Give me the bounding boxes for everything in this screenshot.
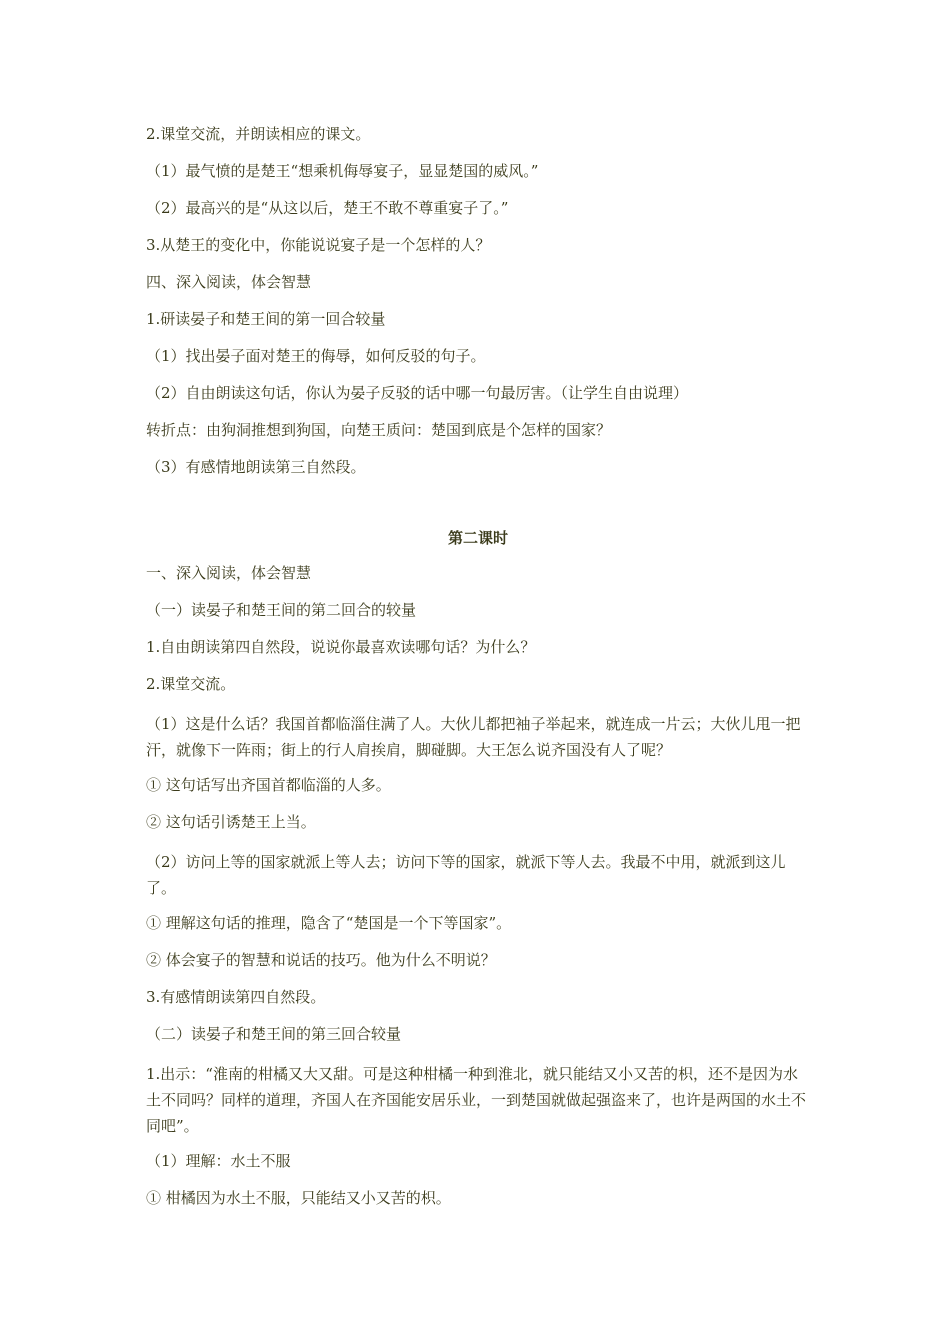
paragraph: 3.从楚王的变化中，你能说说宴子是一个怎样的人？	[146, 236, 491, 254]
paragraph: 3.有感情朗读第四自然段。	[146, 988, 326, 1006]
paragraph: ② 体会宴子的智慧和说话的技巧。他为什么不明说？	[146, 951, 496, 969]
paragraph: ② 这句话引诱楚王上当。	[146, 813, 316, 831]
paragraph: （一）读晏子和楚王间的第二回合的较量	[146, 601, 417, 619]
section-heading: 四、深入阅读，体会智慧	[146, 273, 312, 291]
paragraph: 2.课堂交流，并朗读相应的课文。	[146, 125, 371, 143]
section-heading: 一、深入阅读，体会智慧	[146, 564, 312, 582]
paragraph: （2）自由朗读这句话，你认为晏子反驳的话中哪一句最厉害。（让学生自由说理）	[146, 384, 689, 402]
paragraph: 1.自由朗读第四自然段，说说你最喜欢读哪句话？为什么？	[146, 638, 536, 656]
paragraph: ① 理解这句话的推理，隐含了“楚国是一个下等国家”。	[146, 914, 512, 932]
paragraph: 2.课堂交流。	[146, 675, 236, 693]
paragraph: （二）读晏子和楚王间的第三回合较量	[146, 1025, 402, 1043]
paragraph: （3）有感情地朗读第三自然段。	[146, 458, 366, 476]
paragraph: 1.研读晏子和楚王间的第一回合较量	[146, 310, 386, 328]
paragraph: （1）找出晏子面对楚王的侮辱，如何反驳的句子。	[146, 347, 486, 365]
paragraph: （1）最气愤的是楚王“想乘机侮辱宴子，显显楚国的威风。”	[146, 162, 539, 180]
paragraph: 转折点：由狗洞推想到狗国，向楚王质问：楚国到底是个怎样的国家？	[146, 421, 612, 439]
paragraph: ① 柑橘因为水土不服，只能结又小又苦的枳。	[146, 1189, 451, 1207]
lesson-title: 第二课时	[447, 529, 508, 547]
paragraph: （1）理解：水土不服	[146, 1152, 291, 1170]
paragraph: （1）这是什么话？我国首都临淄住满了人。大伙儿都把袖子举起来，就连成一片云；大伙儿甩一把汗，就像下一阵雨；街上的行人肩挨肩，脚碰脚。大王怎么说齐国没有人了呢？	[146, 715, 801, 759]
paragraph: （2）访问上等的国家就派上等人去；访问下等的国家，就派下等人去。我最不中用，就派到这儿了。	[146, 853, 786, 897]
paragraph: ① 这句话写出齐国首都临淄的人多。	[146, 776, 391, 794]
paragraph: （2）最高兴的是“从这以后，楚王不敢不尊重宴子了。”	[146, 199, 509, 217]
paragraph: 1.出示：“淮南的柑橘又大又甜。可是这种柑橘一种到淮北，就只能结又小又苦的枳，还不是因为水土不同吗？同样的道理，齐国人在齐国能安居乐业，一到楚国就做起强盗来了，也许是两国的水土不同吧”。	[146, 1065, 807, 1135]
